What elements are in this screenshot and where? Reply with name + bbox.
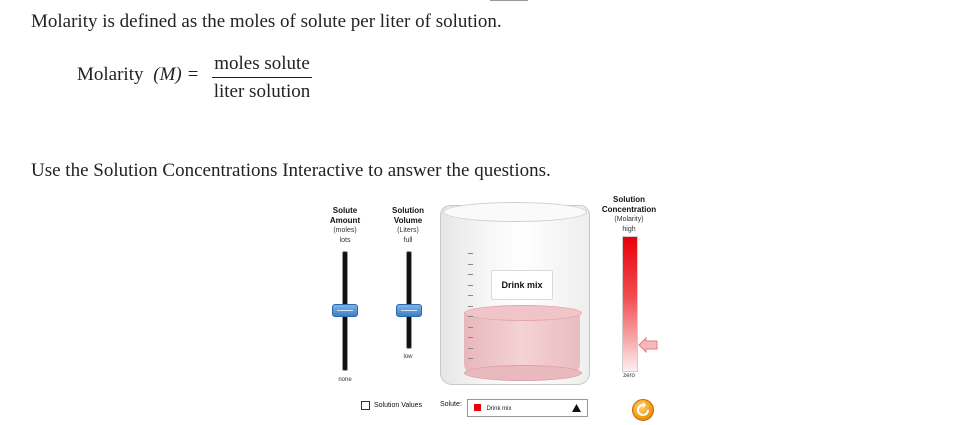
top-divider-mark [490, 0, 528, 1]
solute-amount-max-label: lots [339, 237, 351, 244]
formula-symbol: (M) = [153, 64, 200, 85]
solution-volume-min-label: low [403, 354, 413, 360]
beaker-graduation-tick [468, 264, 473, 265]
solute-amount-header [322, 206, 368, 246]
instruction-text: Use the Solution Concentrations Interactive to answer the questions. [31, 160, 551, 181]
solution-volume-max-label: full [403, 237, 413, 244]
solution-volume-title-2: Volume [393, 216, 423, 225]
reset-icon [633, 400, 653, 420]
solution-volume-track[interactable] [406, 251, 412, 349]
definition-text: Molarity is defined as the moles of solute per liter of solution. [31, 11, 502, 32]
concentration-title-1: Solution [613, 195, 645, 204]
beaker-graduation-tick [468, 348, 473, 349]
solute-amount-slider-knob[interactable] [332, 304, 358, 317]
triangle-up-icon[interactable] [572, 404, 581, 412]
beaker-rim [443, 202, 587, 222]
reset-button[interactable] [632, 399, 654, 421]
beaker-graduation-tick [468, 358, 473, 359]
beaker-liquid-surface [464, 305, 582, 321]
concentration-unit: (Molarity) [614, 216, 644, 223]
concentration-min-label: zero [623, 373, 635, 379]
beaker-graduation-tick [468, 337, 473, 338]
beaker-liquid-bottom [464, 365, 582, 381]
concentration-max-label: high [622, 226, 636, 233]
formula-fraction [212, 53, 312, 103]
solute-amount-title-2: Amount [329, 216, 361, 225]
beaker-graduation-tick [468, 295, 473, 296]
beaker-graduation-tick [468, 306, 473, 307]
concentration-bar [622, 236, 638, 372]
show-values-label[interactable]: Solution Values [373, 402, 423, 409]
show-values-control[interactable] [361, 401, 422, 415]
solute-dropdown[interactable] [467, 399, 588, 417]
beaker-solute-label: Drink mix [491, 270, 553, 300]
solution-volume-title-1: Solution [392, 206, 424, 215]
solute-color-swatch [474, 404, 481, 411]
solution-volume-unit: (Liters) [397, 227, 419, 234]
fraction-denominator: liter solution [213, 81, 311, 102]
beaker-graduation-tick [468, 285, 473, 286]
concentration-title-2: Concentration [601, 205, 657, 214]
concentration-header [598, 195, 660, 235]
beaker-graduation-tick [468, 327, 473, 328]
solute-prefix-label: Solute: [440, 401, 462, 408]
solution-volume-slider-knob[interactable] [396, 304, 422, 317]
concentration-pointer-icon [638, 337, 658, 353]
fraction-numerator: moles solute [212, 53, 312, 78]
beaker-graduation-tick [468, 274, 473, 275]
beaker-graduation-tick [468, 253, 473, 254]
solute-amount-unit: (moles) [333, 227, 357, 234]
beaker-graduation-tick [468, 316, 473, 317]
solute-amount-title-1: Solute [332, 206, 358, 215]
solute-dropdown-value: Drink mix [486, 405, 512, 412]
formula-lhs [77, 64, 199, 86]
solution-volume-header [385, 206, 431, 246]
solute-amount-min-label: none [338, 377, 352, 383]
show-values-checkbox[interactable] [361, 401, 370, 410]
formula-word: Molarity [77, 64, 144, 85]
